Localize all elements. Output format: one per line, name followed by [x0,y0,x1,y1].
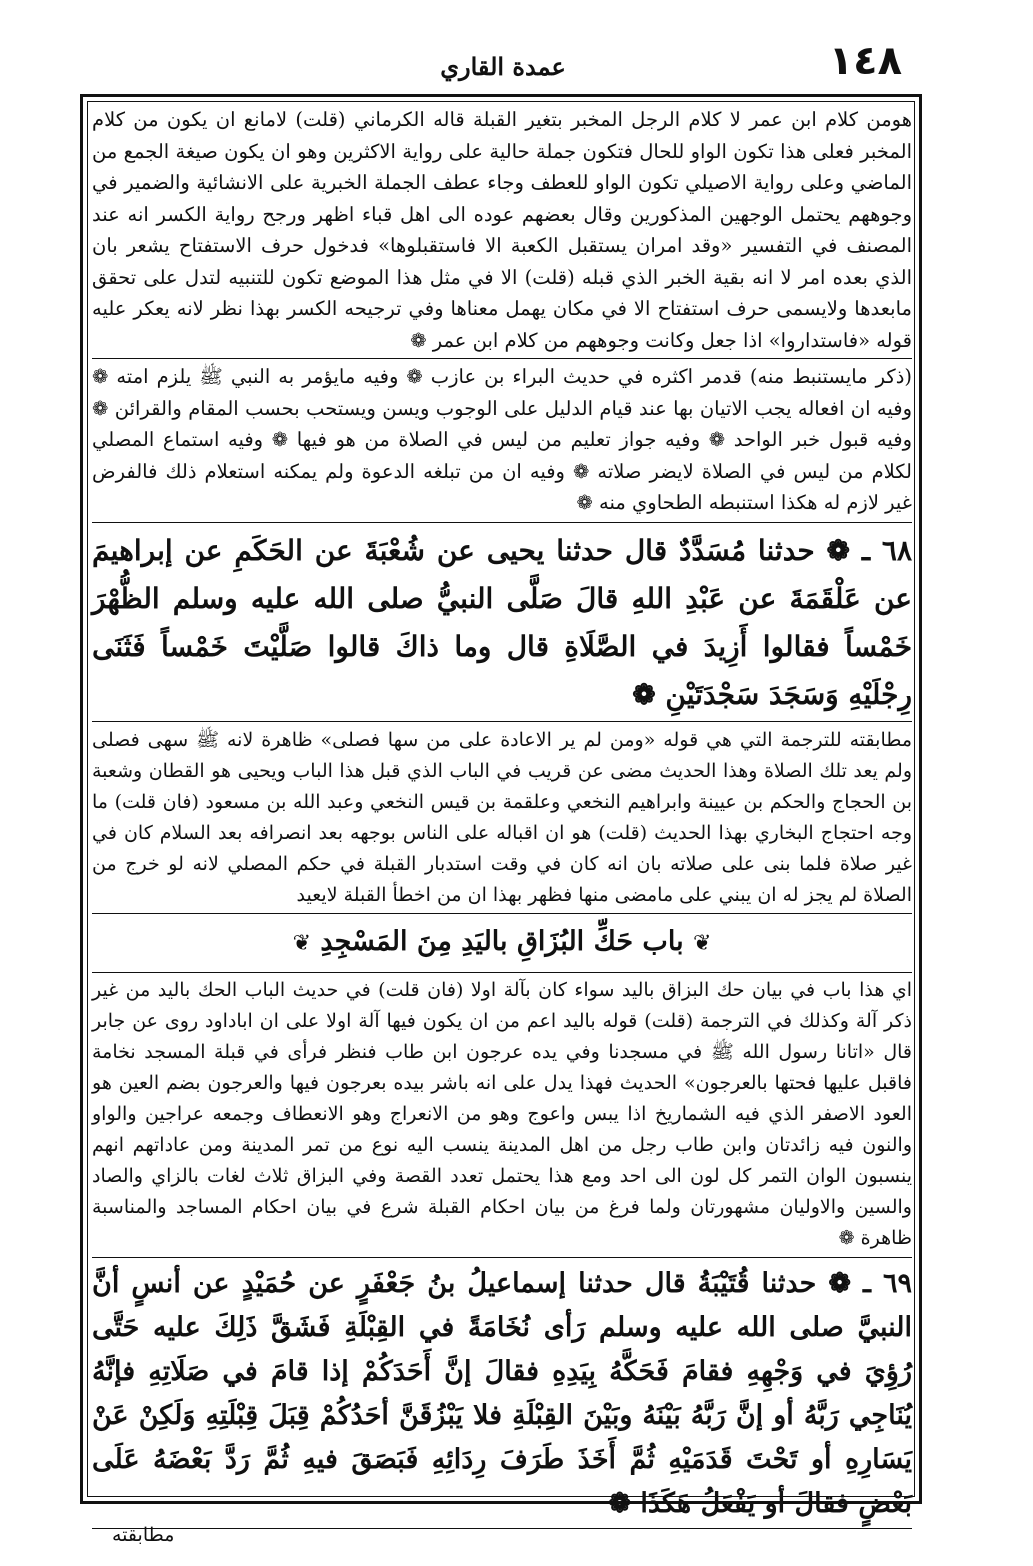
page-content [92,104,912,1519]
commentary-paragraph-1: هومن كلام ابن عمر لا كلام الرجل المخبر بتغير القبلة قاله الكرماني (قلت) لامانع ان يكون من كلام المخبر فعلى هذا تكون الواو للحال فتكون جملة حالية على رواية الاكثرين وهو ان يكون صيغة الجمع من الماضي وعلى رواية الاصيلي تكون الواو للعطف وجاء عطف الجملة الخبرية على الانشائية والضمير في وجوههم يحتمل الوجهين المذكورين وقال بعضهم عوده الى اهل قباء اظهر ورجح رواية الكسر انه عند المصنف في التفسير «وقد امران يستقبل الكعبة الا فاستقبلوها» فدخول حرف الاستفتاح يشعر بان الذي بعده امر لا انه بقية الخبر الذي قبله (قلت) الا في مثل هذا الموضع تكون للتنبيه لتدل على تحقق مابعدها ولايسمى حرف استفتاح الا في مكان يهمل معناها وفي ترجيحه الكسر بهذا نظر لانه يعكر عليه قوله «فاستداروا» اذا جعل وكانت وجوههم من كلام ابن عمر ❁ [92,108,912,352]
catchword: مطابقته [112,1524,175,1546]
chapter-title: باب حَكِّ البُزَاقِ باليَدِ مِنَ المَسْجِدِ [320,925,684,957]
ornament-left-icon: ❦ [692,930,712,956]
page-number: ١٤٨ [828,38,902,84]
hadith-69-text: ٦٩ ـ ❁ حدثنا قُتَيْبَةُ قال حدثنا إسماعيلُ بنُ جَعْفَرٍ عن حُمَيْدٍ عن أنسٍ أنَّ النبيَّ صلى الله عليه وسلم رَأى نُخَامَةً في القِبْلَةِ فَشَقَّ ذَلِكَ عليه حَتَّى رُؤِيَ في وَجْهِهِ فقامَ فَحَكَّهُ بِيَدِهِ فقالَ إنَّ أَحَدَكُمْ إذا قامَ في صَلَاتِهِ فإنَّهُ يُنَاجِي رَبَّهُ أو إنَّ رَبَّهُ بَيْنَهُ وبَيْنَ القِبْلَةِ فلا يَبْزُقَنَّ أحَدُكُمْ قِبَلَ قِبْلَتِهِ وَلَكِنْ عَنْ يَسَارِهِ أو تَحْتَ قَدَمَيْهِ ثُمَّ أَخَذَ طَرَفَ رِدَائِهِ فَبَصَقَ فيهِ ثُمَّ رَدَّ بَعْضَهُ عَلَى بَعْضٍ فقالَ أو يَفْعَلُ هَكَذَا ❁ [92,1257,912,1529]
page-header [80,38,926,92]
running-title: عمدة القاري [440,52,566,81]
chapter-heading [92,913,912,973]
hadith-68-text: ٦٨ ـ ❁ حدثنا مُسَدَّدٌ قال حدثنا يحيى عن شُعْبَةَ عن الحَكَمِ عن إبراهيمَ عن عَلْقَمَةَ عن عَبْدِ اللهِ قالَ صَلَّى النبيُّ صلى الله عليه وسلم الظُّهْرَ خَمْساً فقالوا أَزِيدَ في الصَّلَاةِ قال وما ذاكَ قالوا صَلَّيْتَ خَمْساً فَثَنَى رِجْلَيْهِ وَسَجَدَ سَجْدَتَيْنِ ❁ [92,522,912,722]
section-divider [92,358,912,359]
ornament-right-icon: ❦ [292,930,312,956]
commentary-paragraph-2: (ذكر مايستنبط منه) قدمر اكثره في حديث البراء بن عازب ❁ وفيه مايؤمر به النبي ﷺ يلزم امته ❁ وفيه ان افعاله يجب الاتيان بها عند قيام الدليل على الوجوب ويسن ويستحب بحسب المقام والقرائن ❁ وفيه قبول خبر الواحد ❁ وفيه جواز تعليم من ليس في الصلاة من هو فيها ❁ وفيه استماع المصلي لكلام من ليس في الصلاة لايضر صلاته ❁ وفيه ان من تبلغه الدعوة ولم يمكنه استعلام ذلك فالفرض غير لازم له هكذا استنبطه الطحاوي منه ❁ [92,365,912,514]
commentary-paragraph-3: مطابقته للترجمة التي هي قوله «ومن لم ير الاعادة على من سها فصلى» ظاهرة لانه ﷺ سهى فصلى ولم يعد تلك الصلاة وهذا الحديث مضى عن قريب في الباب الذي قبل هذا الباب ويحيى هو القطان وشعبة بن الحجاج والحكم بن عيينة وابراهيم النخعي وعلقمة بن قيس النخعي وعبد الله بن مسعود (فان قلت) ما وجه احتجاج البخاري بهذا الحديث (قلت) هو ان اقباله على الناس بوجهه بعد انصرافه بعد السلام كان في غير صلاة فلما بنى على صلاته بان انه كان في وقت استدبار القبلة في حكم المصلي لانه لو خرج من الصلاة لم يجز له ان يبني على مامضى منها فظهر بهذا ان من اخطأ القبلة لايعيد [92,728,912,906]
commentary-paragraph-4: اي هذا باب في بيان حك البزاق باليد سواء كان بآلة اولا (فان قلت) في حديث الباب الحك باليد من غير ذكر آلة وكذلك في الترجمة (قلت) قوله باليد اعم من ان يكون فيها آلة اولا على ان اباداود روى عن جابر قال «اتانا رسول الله ﷺ في مسجدنا وفي يده عرجون ابن طاب فنظر فرأى في قبلة المسجد نخامة فاقبل عليها فحتها بالعرجون» الحديث فهذا يدل على انه باشر بيده بعرجون فيها والعرجون بضم العين هو العود الاصفر الذي فيه الشماريخ اذا يبس واعوج وهو من الانعراج وهو الانعطاف وجمعه عراجين والواو والنون فيه زائدتان وابن طاب رجل من اهل المدينة ينسب اليه نوع من تمر المدينة ومن عاداتهم انهم ينسبون الوان التمر كل لون الى احد ومع هذا يحتمل تعدد القصة وفي البزاق ثلاث لغات بالزاي والصاد والسين والاوليان مشهورتان ولما فرغ من بيان احكام القبلة شرع في بيان احكام المساجد والمناسبة ظاهرة ❁ [92,978,912,1249]
